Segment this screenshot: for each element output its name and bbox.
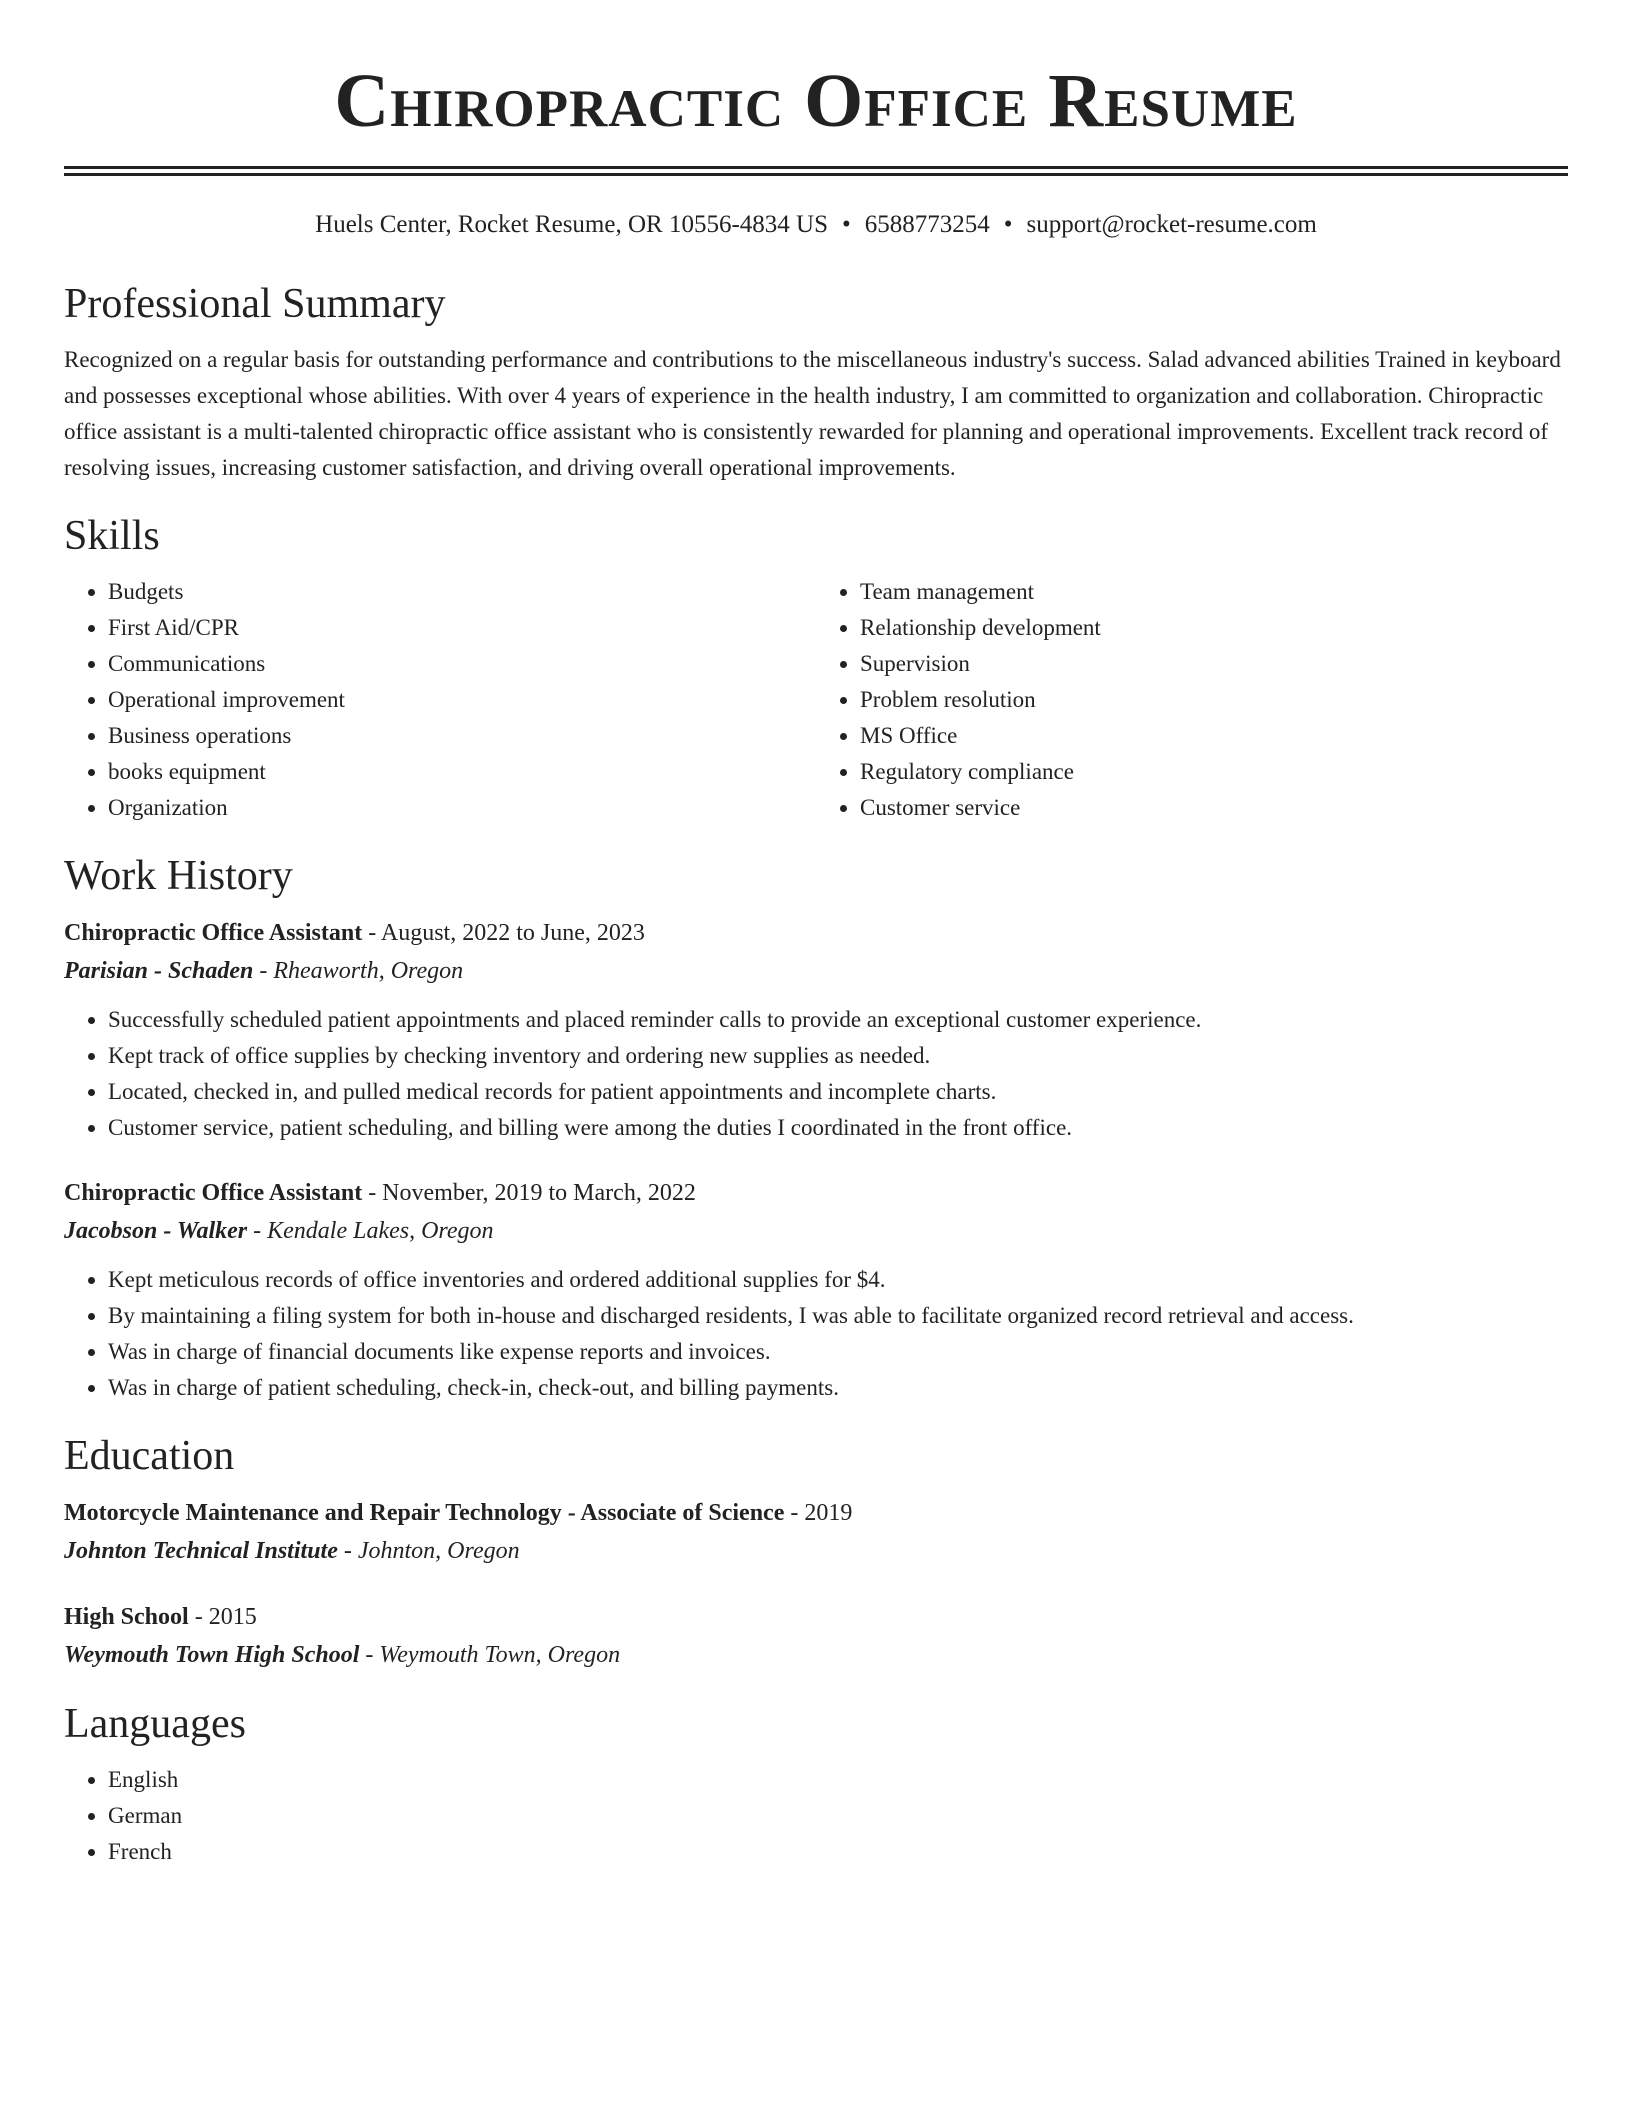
education-entry [64, 1598, 1568, 1674]
education-entry [64, 1494, 1568, 1570]
languages-list [64, 1762, 1568, 1870]
section-heading-work-history: Work History [64, 853, 293, 899]
skill-item: • Communications [108, 646, 816, 682]
job-duty: • Was in charge of patient scheduling, check-in, check-out, and billing payments. [108, 1370, 1568, 1406]
education-section [64, 1430, 1568, 1674]
skills-columns [64, 562, 1568, 826]
resume-content [64, 0, 1568, 1870]
contact-phone: 6588773254 [864, 211, 990, 238]
skill-item: • Supervision [860, 646, 1568, 682]
job-entry [64, 914, 1568, 1146]
job-duty: • Was in charge of financial documents like expense reports and invoices. [108, 1334, 1568, 1370]
degree-name: Motorcycle Maintenance and Repair Technology - Associate of Science [64, 1500, 785, 1526]
employer-name: Parisian - Schaden [64, 958, 254, 984]
section-heading-languages: Languages [64, 1701, 246, 1747]
job-dates: - August, 2022 to June, 2023 [362, 920, 645, 946]
work-history-section [64, 850, 1568, 1406]
employer-location: - Rheaworth, Oregon [253, 958, 464, 984]
job-entry [64, 1174, 1568, 1406]
job-title: Chiropractic Office Assistant [64, 1180, 363, 1206]
job-duties-list [64, 1262, 1568, 1406]
skill-item: • Regulatory compliance [860, 754, 1568, 790]
skill-item: • MS Office [860, 718, 1568, 754]
degree-line [64, 1598, 1568, 1636]
summary-section [64, 278, 1568, 486]
employer-line [64, 952, 1568, 990]
contact-email: support@rocket-resume.com [1026, 211, 1317, 238]
school-location: - Weymouth Town, Oregon [359, 1642, 621, 1668]
skill-item: • Budgets [108, 574, 816, 610]
job-title: Chiropractic Office Assistant [64, 920, 363, 946]
skill-item: • Organization [108, 790, 816, 826]
job-duty: • Customer service, patient scheduling, and billing were among the duties I coordinated in the front office. [108, 1110, 1568, 1146]
contact-line [64, 208, 1568, 242]
job-duties-list [64, 1002, 1568, 1146]
job-duty: • Successfully scheduled patient appointments and placed reminder calls to provide an exceptional customer experience. [108, 1002, 1568, 1038]
school-name: Johnton Technical Institute [64, 1538, 338, 1564]
job-duty: • By maintaining a filing system for both in-house and discharged residents, I was able to facilitate organized record retrieval and access. [108, 1298, 1568, 1334]
section-heading-education: Education [64, 1433, 235, 1479]
title-divider [64, 166, 1568, 176]
language-item: • German [108, 1798, 1568, 1834]
resume-title: Chiropractic Office Resume [334, 59, 1298, 143]
school-location: - Johnton, Oregon [337, 1538, 520, 1564]
school-line [64, 1532, 1568, 1570]
language-item: • French [108, 1834, 1568, 1870]
skill-item: • Relationship development [860, 610, 1568, 646]
skill-item: • First Aid/CPR [108, 610, 816, 646]
skill-item: • Team management [860, 574, 1568, 610]
employer-location: - Kendale Lakes, Oregon [247, 1218, 494, 1244]
job-duty: • Kept meticulous records of office inventories and ordered additional supplies for $4. [108, 1262, 1568, 1298]
contact-address: Huels Center, Rocket Resume, OR 10556-4834 US [315, 211, 828, 238]
skill-item: • Customer service [860, 790, 1568, 826]
languages-section [64, 1698, 1568, 1870]
job-duty: • Located, checked in, and pulled medical records for patient appointments and incomplete charts. [108, 1074, 1568, 1110]
skill-item: • Problem resolution [860, 682, 1568, 718]
job-duty: • Kept track of office supplies by checking inventory and ordering new supplies as needed. [108, 1038, 1568, 1074]
section-heading-summary: Professional Summary [64, 281, 446, 327]
section-heading-skills: Skills [64, 513, 160, 559]
contact-separator: • [842, 211, 851, 238]
degree-line [64, 1494, 1568, 1532]
skill-item: • books equipment [108, 754, 816, 790]
job-title-line [64, 1174, 1568, 1212]
skills-section [64, 510, 1568, 826]
language-item: • English [108, 1762, 1568, 1798]
degree-year: - 2015 [188, 1604, 257, 1630]
skill-item: • Operational improvement [108, 682, 816, 718]
skills-list-right [816, 574, 1568, 826]
employer-line [64, 1212, 1568, 1250]
school-name: Weymouth Town High School [64, 1642, 360, 1668]
employer-name: Jacobson - Walker [64, 1218, 248, 1244]
contact-separator: • [1003, 211, 1013, 238]
job-title-line [64, 914, 1568, 952]
degree-name: High School [64, 1604, 189, 1630]
skills-list-left [64, 574, 816, 826]
degree-year: - 2019 [784, 1500, 853, 1526]
skill-item: • Business operations [108, 718, 816, 754]
job-dates: - November, 2019 to March, 2022 [362, 1180, 696, 1206]
summary-text: Recognized on a regular basis for outstanding performance and contributions to the miscellaneous industry's success. Salad advanced abilities Trained in keyboard and possesses exceptional whose abilities. With over 4 years of experience in the health industry, I am committed to organization and collaboration. Chiropractic office assistant is a multi-talented chiropractic office assistant who is consistently rewarded for planning and operational improvements. Excellent track record of resolving issues, increasing customer satisfaction, and driving overall operational improvements. [64, 347, 1561, 480]
school-line [64, 1636, 1568, 1674]
